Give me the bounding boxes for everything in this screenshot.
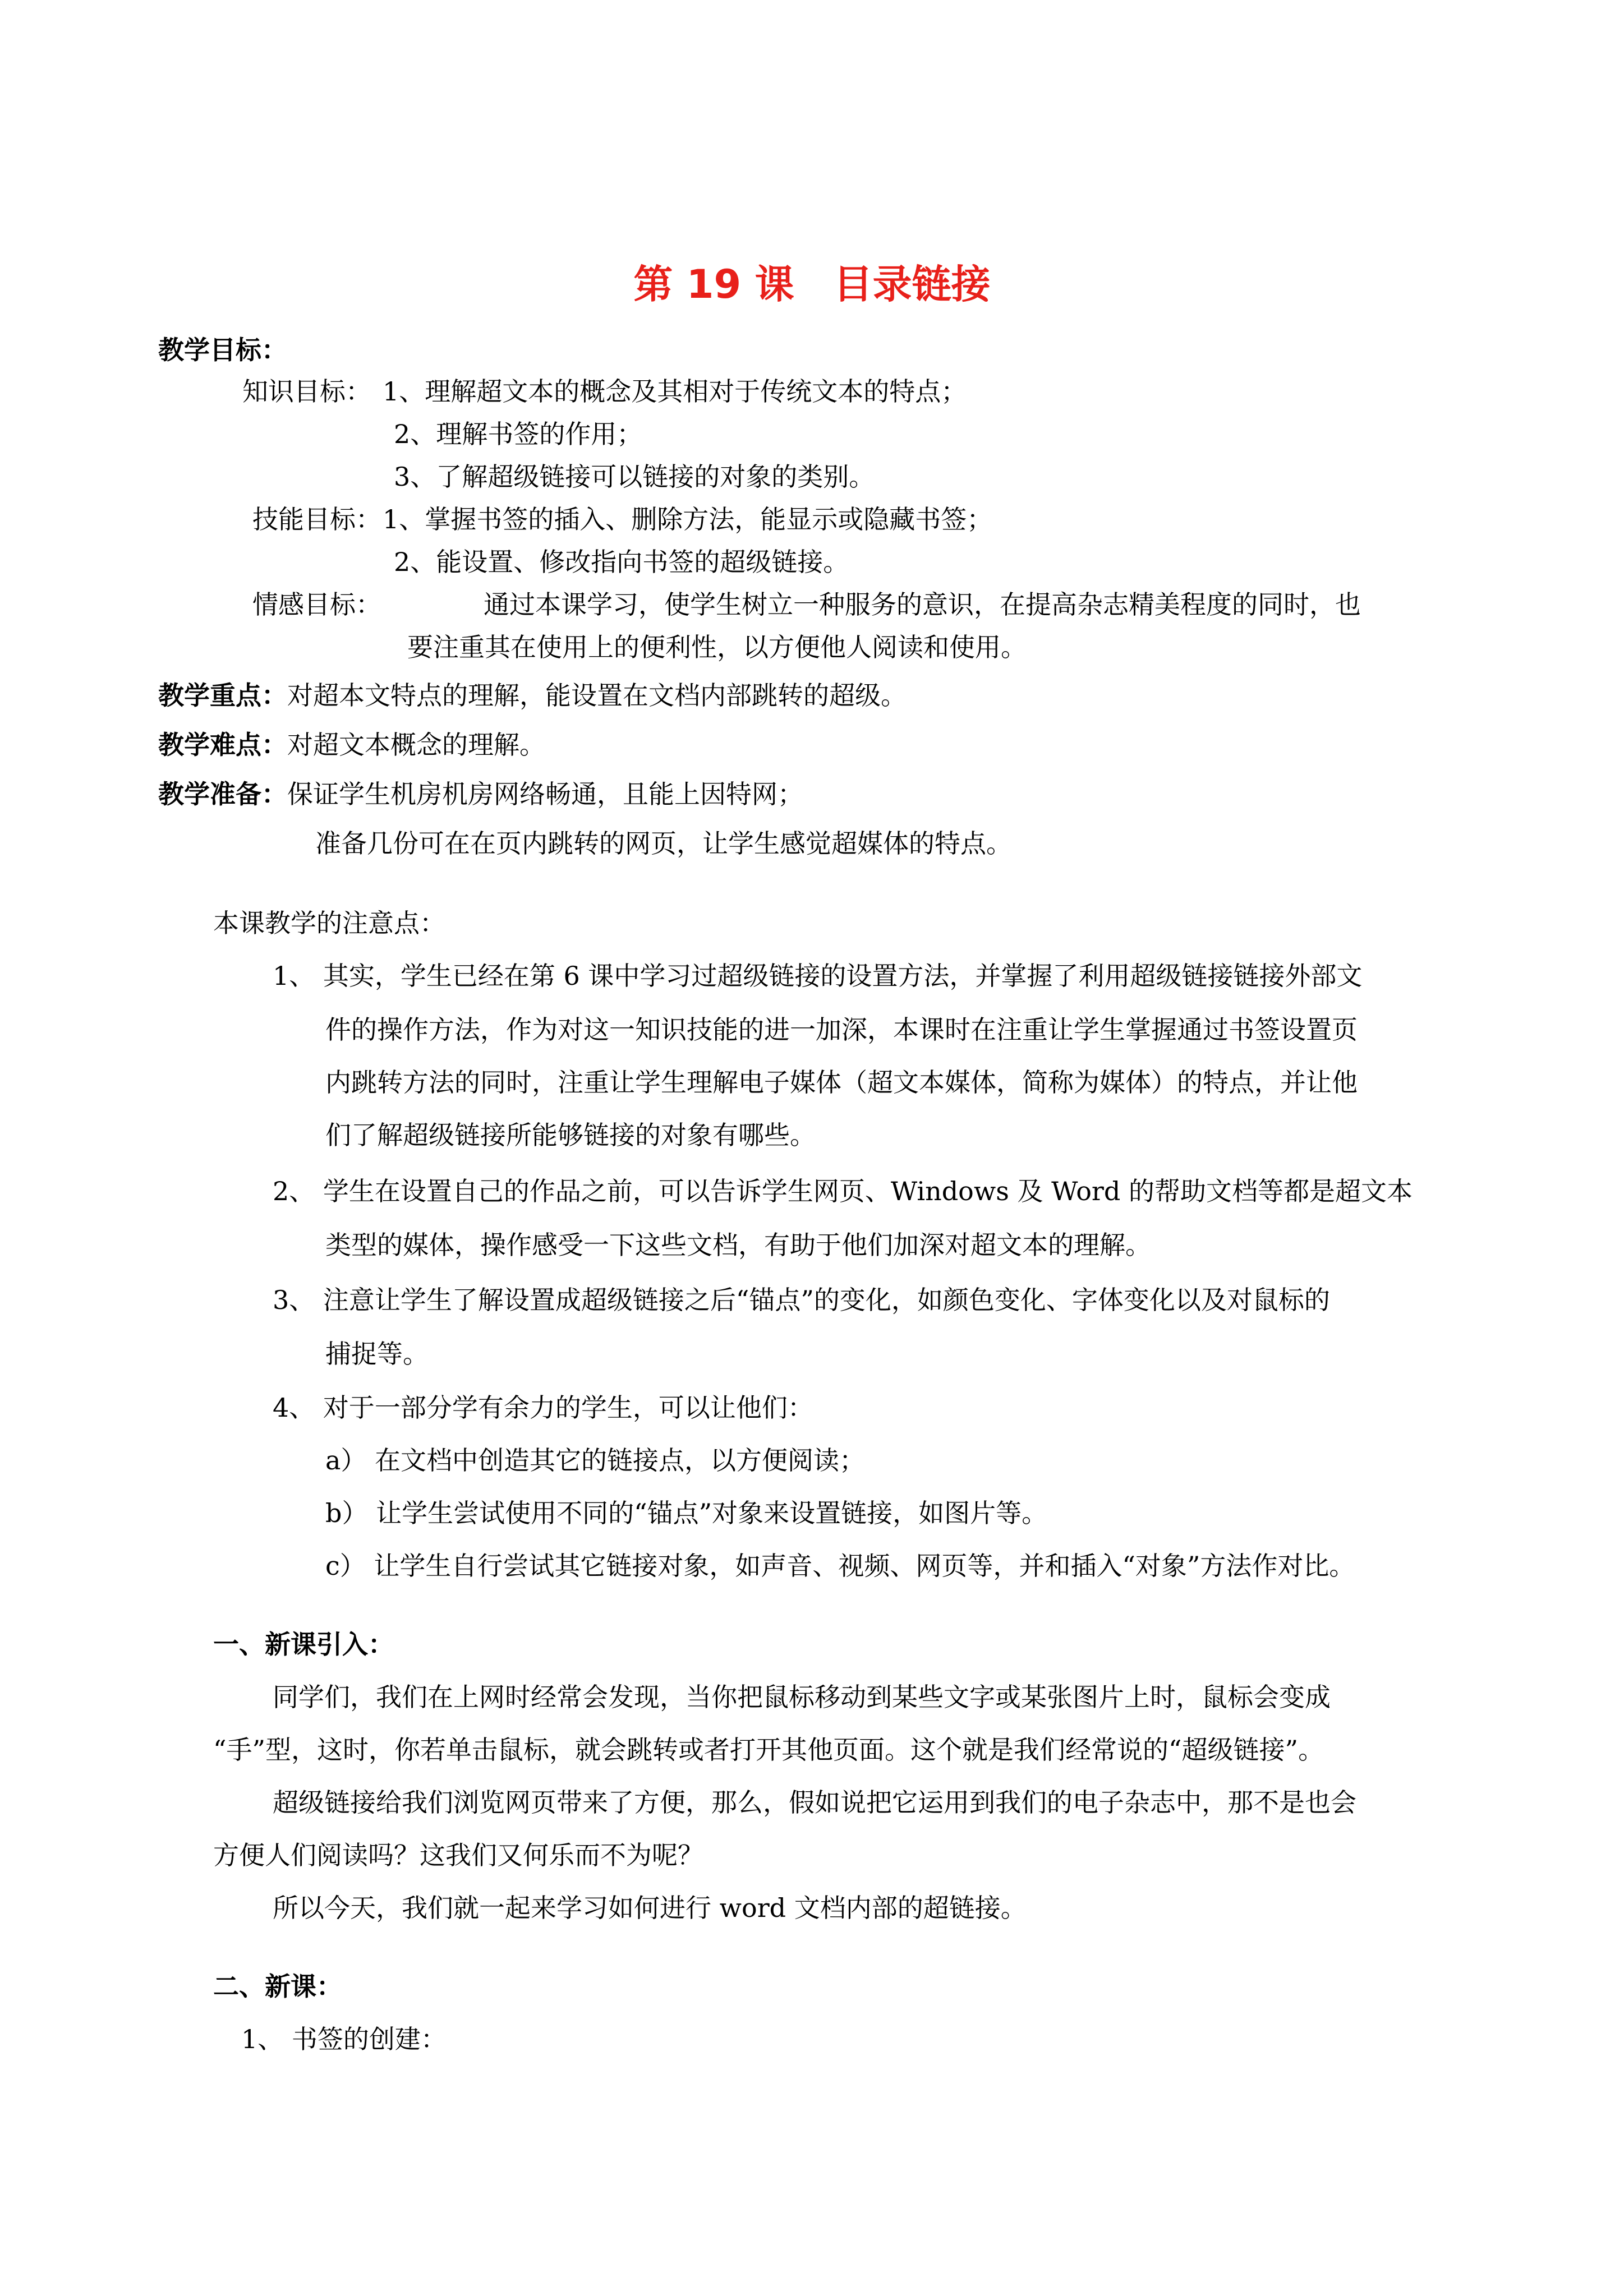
key-point-text: 对超本文特点的理解，能设置在文档内部跳转的超级。	[287, 680, 907, 711]
notes-item-cont: 内跳转方法的同时，注重让学生理解电子媒体（超文本媒体，简称为媒体）的特点，并让他	[325, 1067, 1358, 1098]
section1-paragraph-cont: “手”型，这时，你若单击鼠标，就会跳转或者打开其他页面。这个就是我们经常说的“超级链接”。	[213, 1735, 1324, 1765]
difficulty-text: 对超文本概念的理解。	[287, 730, 545, 760]
section2-item: 1、 书签的创建：	[241, 2024, 447, 2054]
section1-paragraph: 同学们，我们在上网时经常会发现，当你把鼠标移动到某些文字或某张图片上时，鼠标会变成	[273, 1682, 1331, 1712]
section1-paragraph: 超级链接给我们浏览网页带来了方便，那么，假如说把它运用到我们的电子杂志中，那不是也会	[273, 1787, 1356, 1818]
preparation-label: 教学准备：	[158, 779, 287, 809]
knowledge-goal-label: 知识目标：	[242, 376, 371, 407]
emotion-goal-line: 要注重其在使用上的便利性，以方便他人阅读和使用。	[407, 632, 1027, 662]
notes-sub-item: b） 让学生尝试使用不同的“锚点”对象来设置链接，如图片等。	[325, 1498, 1048, 1528]
objectives-heading: 教学目标：	[158, 335, 287, 365]
notes-sub-item: c） 让学生自行尝试其它链接对象，如声音、视频、网页等，并和插入“对象”方法作对比。	[325, 1551, 1355, 1581]
page-title: 第 19 课 目录链接	[633, 261, 991, 307]
notes-item-cont: 们了解超级链接所能够链接的对象有哪些。	[325, 1120, 816, 1150]
preparation	[158, 777, 803, 811]
notes-sub-item: a） 在文档中创造其它的链接点，以方便阅读；	[325, 1445, 866, 1476]
difficulty-label: 教学难点：	[158, 730, 287, 760]
skill-goal-item: 1、掌握书签的插入、删除方法，能显示或隐藏书签；	[383, 504, 993, 534]
knowledge-goal-item: 2、理解书签的作用；	[394, 419, 643, 449]
notes-item-cont: 捕捉等。	[325, 1339, 429, 1369]
notes-item: 4、 对于一部分学有余力的学生，可以让他们：	[273, 1393, 813, 1423]
notes-item: 3、 注意让学生了解设置成超级链接之后“锚点”的变化，如颜色变化、字体变化以及对鼠标的	[273, 1285, 1330, 1315]
notes-item-cont: 类型的媒体，操作感受一下这些文档，有助于他们加深对超文本的理解。	[325, 1230, 1151, 1260]
emotion-goal-label: 情感目标：	[252, 589, 381, 620]
section1-paragraph-cont: 方便人们阅读吗？这我们又何乐而不为呢？	[213, 1840, 703, 1870]
section1-paragraph: 所以今天，我们就一起来学习如何进行 word 文档内部的超链接。	[273, 1893, 1027, 1923]
preparation-line: 准备几份可在在页内跳转的网页，让学生感觉超媒体的特点。	[315, 828, 1012, 859]
notes-item: 2、 学生在设置自己的作品之前，可以告诉学生网页、Windows 及 Word 的帮助文档等都是超文本	[273, 1176, 1413, 1206]
skill-goal-label: 技能目标：	[252, 504, 381, 534]
key-point	[158, 679, 907, 712]
notes-heading: 本课教学的注意点：	[213, 908, 445, 938]
section1-heading: 一、新课引入：	[213, 1629, 394, 1659]
difficulty	[158, 728, 545, 762]
notes-item-cont: 件的操作方法，作为对这一知识技能的进一加深，本课时在注重让学生掌握通过书签设置页	[325, 1015, 1358, 1045]
key-point-label: 教学重点：	[158, 680, 287, 711]
notes-item: 1、 其实，学生已经在第 6 课中学习过超级链接的设置方法，并掌握了利用超级链接链接外部文	[273, 961, 1363, 991]
knowledge-goal-item: 1、理解超文本的概念及其相对于传统文本的特点；	[383, 376, 967, 407]
knowledge-goal-item: 3、了解超级链接可以链接的对象的类别。	[394, 462, 875, 492]
emotion-goal-line: 通过本课学习，使学生树立一种服务的意识，在提高杂志精美程度的同时，也	[484, 589, 1361, 620]
preparation-text: 保证学生机房机房网络畅通，且能上因特网；	[287, 779, 803, 809]
skill-goal-item: 2、能设置、修改指向书签的超级链接。	[394, 547, 849, 577]
section2-heading: 二、新课：	[213, 1971, 342, 2002]
